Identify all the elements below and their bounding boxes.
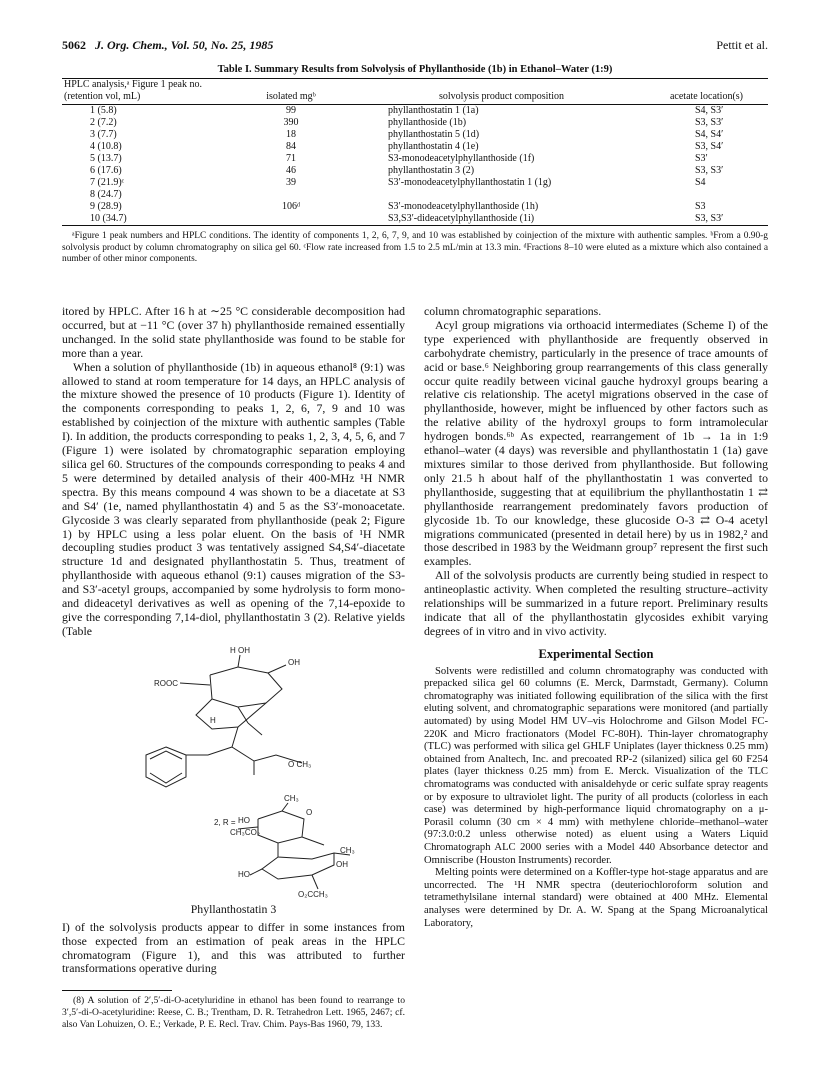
cell-mg: 99 — [286, 105, 296, 116]
structure-figure — [62, 643, 405, 916]
phyllanthostatin-3-structure — [62, 643, 405, 905]
cell-acetate: S3, S3′ — [645, 213, 768, 226]
cell-acetate: S4 — [695, 177, 706, 188]
footnote-divider — [62, 990, 172, 991]
label-ho-left: HO — [238, 815, 250, 825]
label-h-left: H — [210, 715, 216, 725]
cell-mg — [224, 189, 358, 201]
cell-composition: S3-monodeacetylphyllanthoside (1f) — [388, 153, 535, 164]
table-footnotes: ᵃFigure 1 peak numbers and HPLC conditions. The identity of components 1, 2, 6, 7, 9, and 10 was established by coinjection of the mixture with authentic samples. ᵇFrom a 0.90-g solvolysis product by column chromatography on silica gel 60. ᶜFlow rate increased from 1.5 to 2.5 mL/min at 13.3 min. ᵈFractions 8–10 were eluted as a mixture which also contained a number of other minor components. — [62, 231, 768, 264]
header-left — [62, 38, 273, 53]
label-o2cch3: O₂CCH₃ — [298, 889, 328, 899]
left-paragraph-2: When a solution of phyllanthoside (1b) in aqueous ethanol⁸ (9:1) was allowed to stand at room temperature for 14 days, an HPLC analysis of the mixture showed the presence of 10 products (Figure 1). Identity of the components corresponding to peaks 1, 2, 6, 7, 9 and 10 was established by coinjection of the mixture with authentic samples (Table I). In addition, the products corresponding to peaks 1, 2, 3, 4, 5, 6, and 7 (Figure 1) were isolated by chromatographic separation employing silica gel 60. Structures of the compounds corresponding to peaks 4 and 5 were determined by detailed analysis of their 400-MHz ¹H NMR spectra. By this means compound 4 was shown to be a diacetate at S3 and S4′ (1e, named phyllanthostatin 4) and 5 as the S3′-monoacetate. Glycoside 3 was clearly separated from phyllanthoside (peak 2; Figure 1) by HPLC using a less polar eluent. On the basis of ¹H NMR decoupling studies product 3 was tentatively assigned S4,S4′-diacetate structure 1d and designated phyllanthostatin 5. Thus, treatment of phyllanthoside with aqueous ethanol (9:1) causes migration of the S3- and S3′-acetyl groups, accompanied by some hydrolysis to form mono- and dideacetyl derivatives as well as opening of the 7,14-epoxide to give the corresponding 7,14-diol, phyllanthostatin 3 (2). Relative yields (Table — [62, 359, 405, 638]
label-oh-right: OH — [288, 657, 300, 667]
left-paragraph-3: I) of the solvolysis products appear to differ in some instances from those expected from an estimation of peak areas in the HPLC chromatogram (Figure 1), and this was attributed to further transformations operative during — [62, 919, 405, 976]
right-column — [424, 305, 768, 930]
cell-acetate — [645, 189, 768, 201]
table-body — [62, 105, 768, 226]
table-row — [62, 177, 768, 189]
page-number: 5062 — [62, 38, 86, 52]
table-row — [62, 201, 768, 213]
figure-caption: Phyllanthostatin 3 — [190, 901, 277, 916]
cell-peak: 2 (7.2) — [90, 117, 117, 128]
label-o-mid: O — [306, 807, 313, 817]
label-och3: O CH₃ — [288, 759, 312, 769]
cell-acetate: S3 — [695, 201, 706, 212]
cell-peak: 3 (7.7) — [90, 129, 117, 140]
cell-mg: 46 — [286, 165, 296, 176]
cell-acetate: S4, S3′ — [695, 105, 724, 116]
cell-acetate: S3, S3′ — [695, 117, 724, 128]
table-block — [62, 64, 768, 266]
cell-peak: 10 (34.7) — [62, 213, 224, 226]
summary-table — [62, 78, 768, 226]
table-row — [62, 117, 768, 129]
cell-acetate: S3, S4′ — [695, 141, 724, 152]
right-paragraph-1: column chromatographic separations. — [424, 304, 602, 318]
table-row — [62, 189, 768, 201]
cell-peak: 6 (17.6) — [90, 165, 122, 176]
cell-peak: 9 (28.9) — [90, 201, 122, 212]
cell-mg: 39 — [286, 177, 296, 188]
table-row — [62, 153, 768, 165]
label-rooc: ROOC — [154, 678, 178, 688]
table-row — [62, 165, 768, 177]
cell-mg: 106ᵈ — [281, 201, 301, 212]
right-paragraph-4: Solvents were redistilled and column chromatography was conducted with prepacked silica gel 60 columns (E. Merck, Darmstadt, Germany). Column chromatography was initiated following equilibration of the silica with the first eluting solvent, and chromatographic separations were monitored (and partially automated) by using Model HM UV–vis Holochrome and Gilson Model FC-220K and Micro fractionators (Model FC-80H). Thin-layer chromatography (TLC) was performed with silica gel GHLF Uniplates (layer thickness 0.25 mm) obtained from Analtech, Inc. and precoated RP-2 (silanized) silica gel 60 F254 plates (layer thickness 0.25 mm) from E. Merck. Visualization of the TLC chromatograms was conducted with anisaldehyde or ceric sulfate spray reagents or by exposure to ultraviolet light. The purity of all products (colorless in each case) was determined by high-performance liquid chromatography on a μ-Porasil column (30 cm × 4 mm) with methylene chloride–methanol–water (97:3.0:0.2 unless otherwise noted) as eluent using a Waters Liquid Chromatograph ALC 2000 series with a Model 440 Absorbance detector and Omniscribe (Houston Instruments) recorder. — [424, 665, 768, 866]
cell-composition: phyllanthoside (1b) — [388, 117, 467, 128]
label-ch3co2: CH₃CO₂ — [230, 827, 260, 837]
cell-mg: 71 — [286, 153, 296, 164]
cell-composition: phyllanthostatin 1 (1a) — [388, 105, 479, 116]
table-row — [62, 141, 768, 153]
table-row — [62, 129, 768, 141]
right-paragraph-3: All of the solvolysis products are currently being studied in respect to antineoplastic activity. When completed the resulting structure–activity relationships will be summarized in a future report. Preliminary results indicate that all of the phyllanthostatin glycosides exhibit varying degrees of in vitro and in vivo activity. — [424, 568, 768, 638]
cell-mg: 18 — [286, 129, 296, 140]
cell-composition: phyllanthostatin 3 (2) — [388, 165, 475, 176]
cell-composition: S3,S3′-dideacetylphyllanthoside (1i) — [358, 213, 645, 226]
cell-composition: S3′-monodeacetylphyllanthoside (1h) — [388, 201, 539, 212]
label-oh-top: H OH — [230, 645, 250, 655]
volume-issue-year: Vol. 50, No. 25, 1985 — [170, 38, 274, 52]
table-header-row — [62, 79, 768, 105]
cell-peak: 1 (5.8) — [90, 105, 117, 116]
cell-peak: 7 (21.9)ᶜ — [90, 177, 125, 188]
right-paragraph-5: Melting points were determined on a Koffler-type hot-stage apparatus and are uncorrected. The ¹H NMR spectra (deuteriochloroform solution and tetramethylsilane internal standard) were obtained at 400 MHz. Elemental analyses were determined by Dr. A. W. Spang at the Spang Microanalytical Laboratory, — [424, 867, 768, 929]
cell-mg — [224, 213, 358, 226]
cell-acetate: S3′ — [695, 153, 708, 164]
cell-mg: 84 — [286, 141, 296, 152]
section-title-experimental: Experimental Section — [538, 646, 654, 661]
cell-composition: phyllanthostatin 5 (1d) — [388, 129, 480, 140]
right-paragraph-2: Acyl group migrations via orthoacid intermediates (Scheme I) of the type experienced with phyllanthoside are frequently observed in carbohydrate chemistry, particularly in the presence of trace amounts of acid or base.⁶ Neighboring group rearrangements of this class generally occur quite readily between vicinal gauche hydroxyl groups bearing a relative cis relationship. The acetyl migrations observed in the case of phyllanthoside, however, might be influenced by other factors such as the relative ability of the hydroxyl groups to form intramolecular hydrogen bonds.⁶ᵇ As expected, rearrangement of 1b → 1a in 1:9 ethanol–water (4 days) was reversible and phyllanthostatin 1 (1a) gave mixtures similar to those derived from phyllanthoside. But following only 21.5 h about half of the phyllanthostatin 1 was converted to phyllanthoside, suggesting that at equilibrium the phyllanthostatin 1 ⇄ phyllanthoside rearrangement predominately favors production of glycoside 1b. To our knowledge, these glucoside O-3 ⇄ O-4 acetyl migrations communicated (presented in detail here) by us in 1982,² and those described in 1983 by the Weidmann group⁷ represent the first such examples. — [424, 317, 768, 569]
running-header — [62, 38, 768, 54]
label-r: 2, R = — [214, 817, 236, 827]
left-paragraph-1: itored by HPLC. After 16 h at ∼25 °C considerable decomposition had occurred, but at −11 °C (over 37 h) phyllanthoside remained essentially unchanged. In the solid state phyllanthoside was found to be stable for more than a year. — [62, 304, 405, 360]
column-header-acetate: acetate location(s) — [669, 91, 743, 102]
header-authors: Pettit et al. — [716, 38, 768, 52]
label-ho-bottom: HO — [238, 869, 250, 879]
table-row — [62, 213, 768, 226]
journal-name: J. Org. Chem., — [95, 38, 168, 52]
left-column — [62, 305, 405, 1030]
footnote-8: (8) A solution of 2′,5′-di-O-acetyluridine in ethanol has been found to rearrange to 3′,5′-di-O-acetyluridine: Reese, C. B.; Trentham, D. R. Tetrahedron Lett. 1965, 2467; cf. also Van Lohuizen, O. E.; Verkade, P. E. Recl. Trav. Chim. Pays-Bas 1960, 79, 133. — [62, 995, 405, 1030]
cell-acetate: S4, S4′ — [695, 129, 724, 140]
column-header-mg: isolated mgᵇ — [266, 91, 316, 102]
cell-peak: 4 (10.8) — [90, 141, 122, 152]
cell-acetate: S3, S3′ — [695, 165, 724, 176]
label-oh-mid: OH — [336, 859, 348, 869]
cell-peak: 8 (24.7) — [90, 189, 122, 200]
cell-composition: S3′-monodeacetylphyllanthostatin 1 (1g) — [388, 177, 552, 188]
label-ch3-right: CH₃ — [340, 845, 355, 855]
cell-composition: phyllanthostatin 4 (1e) — [388, 141, 479, 152]
table-title: Table I. Summary Results from Solvolysis of Phyllanthoside (1b) in Ethanol–Water (1:9) — [217, 64, 613, 75]
table-row — [62, 105, 768, 118]
cell-peak: 5 (13.7) — [90, 153, 122, 164]
cell-mg: 390 — [283, 117, 299, 128]
column-header-composition: solvolysis product composition — [439, 91, 564, 102]
column-header-peak: HPLC analysis,ᵃ Figure 1 peak no. (retention vol, mL) — [64, 79, 202, 102]
label-ch3-top: CH₃ — [284, 793, 299, 803]
cell-composition — [358, 189, 645, 201]
